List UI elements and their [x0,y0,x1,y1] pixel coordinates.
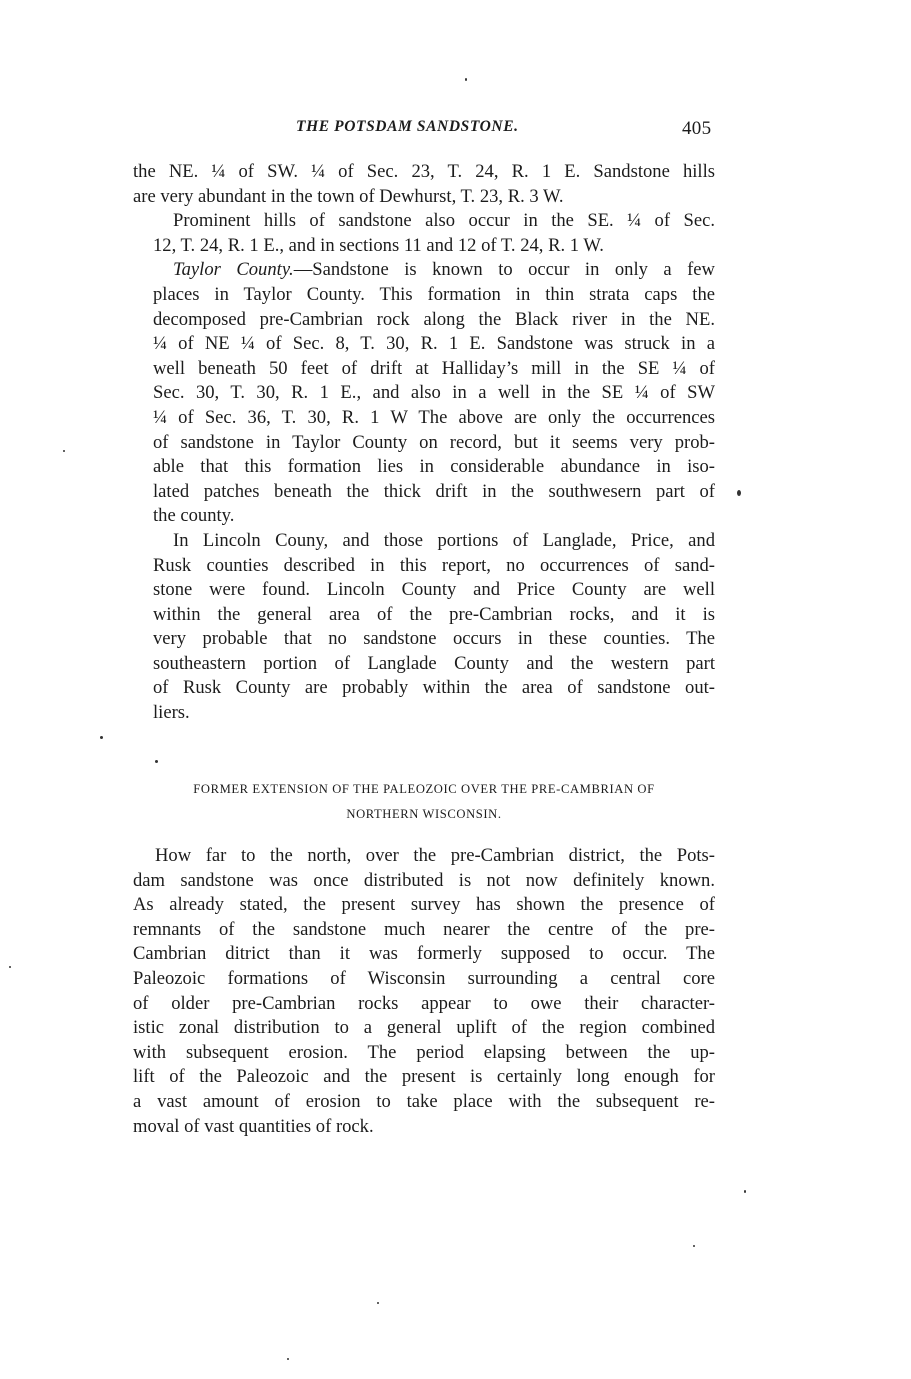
paragraph-2 [133,209,715,258]
text-line: ¼ of NE ¼ of Sec. 8, T. 30, R. 1 E. Sandstone was struck in a [153,333,715,355]
text-line: Rusk counties described in this report, no occurrences of sand- [153,554,715,576]
scan-speck [465,78,467,81]
section-heading-line: FORMER EXTENSION OF THE PALEOZOIC OVER THE PRE-CAMBRIAN OF [193,782,655,796]
scan-speck [9,966,11,968]
text-line: Paleozoic formations of Wisconsin surrounding a central core [133,967,715,989]
text-line: As already stated, the present survey has shown the presence of [133,894,715,916]
text-line: How far to the north, over the pre-Cambrian district, the Pots- [155,845,715,866]
paragraph-lincoln-county [133,529,715,726]
text-line: moval of vast quantities of rock. [133,1115,374,1137]
body-text-lower [133,844,715,1139]
text-line: of sandstone in Taylor County on record, but it seems very prob- [153,431,715,453]
scan-speck [737,490,741,496]
text-line: able that this formation lies in considerable abundance in iso- [153,456,715,478]
scan-speck [744,1190,746,1193]
text-line: well beneath 50 feet of drift at Halliday’s mill in the SE ¼ of [153,357,715,379]
text-line: Prominent hills of sandstone also occur in the SE. ¼ of Sec. [173,210,715,232]
text-line: places in Taylor County. This formation in thin strata caps the [153,283,715,305]
text-line: dam sandstone was once distributed is not now definitely known. [133,869,715,891]
body-text-upper [133,160,715,726]
scan-speck [63,450,65,452]
text-line: the county. [153,505,235,527]
text-line: decomposed pre-Cambrian rock along the Black river in the NE. [153,308,715,330]
text-line: istic zonal distribution to a general uplift of the region combined [133,1017,715,1039]
text-line: very probable that no sandstone occurs in these counties. The [153,628,715,650]
italic-lead-taylor-county: Taylor County. [173,259,294,281]
text-line: of older pre-Cambrian rocks appear to owe their character- [133,992,715,1014]
text-line: Sec. 30, T. 30, R. 1 E., and also in a well in the SE ¼ of SW [153,382,715,404]
text-line: a vast amount of erosion to take place with the subsequent re- [133,1090,715,1112]
paragraph-former-extension [133,844,715,1139]
page-number: 405 [682,118,712,139]
text-line: of Rusk County are probably within the area of sandstone out- [153,677,715,699]
running-head-title: THE POTSDAM SANDSTONE. [296,118,519,135]
text-line: within the general area of the pre-Cambrian rocks, and it is [153,603,715,625]
text-line: liers. [153,702,190,724]
text-line: with subsequent erosion. The period elapsing between the up- [133,1041,715,1063]
text-line: remnants of the sandstone much nearer the centre of the pre- [133,918,715,940]
text-line-with-lead [133,258,715,283]
paragraph-taylor-county [133,258,715,529]
scan-speck [693,1245,695,1247]
paragraph-1 [133,160,715,209]
text-fragment: —Sandstone is known to occur in only a few [293,259,715,281]
text-line: lift of the Paleozoic and the present is certainly long enough for [133,1066,715,1088]
text-line: ¼ of Sec. 36, T. 30, R. 1 W The above are only the occurrences [153,406,715,428]
text-line: southeastern portion of Langlade County and the western part [153,652,715,674]
text-line: 12, T. 24, R. 1 E., and in sections 11 and 12 of T. 24, R. 1 W. [153,234,604,256]
text-line: are very abundant in the town of Dewhurst, T. 23, R. 3 W. [133,185,564,207]
scan-speck [377,1302,379,1304]
text-line: lated patches beneath the thick drift in the southwesern part of [153,480,715,502]
scan-speck [155,760,158,763]
text-line: Cambrian ditrict than it was formerly supposed to occur. The [133,943,715,965]
text-line: stone were found. Lincoln County and Price County are well [153,579,715,601]
section-heading-line: NORTHERN WISCONSIN. [346,807,502,821]
scan-speck [287,1358,289,1360]
section-heading [133,777,715,827]
text-line: the NE. ¼ of SW. ¼ of Sec. 23, T. 24, R. 1 E. Sandstone hills [133,161,715,182]
text-line: In Lincoln Couny, and those portions of Langlade, Price, and [173,529,715,551]
scan-speck [100,736,103,739]
